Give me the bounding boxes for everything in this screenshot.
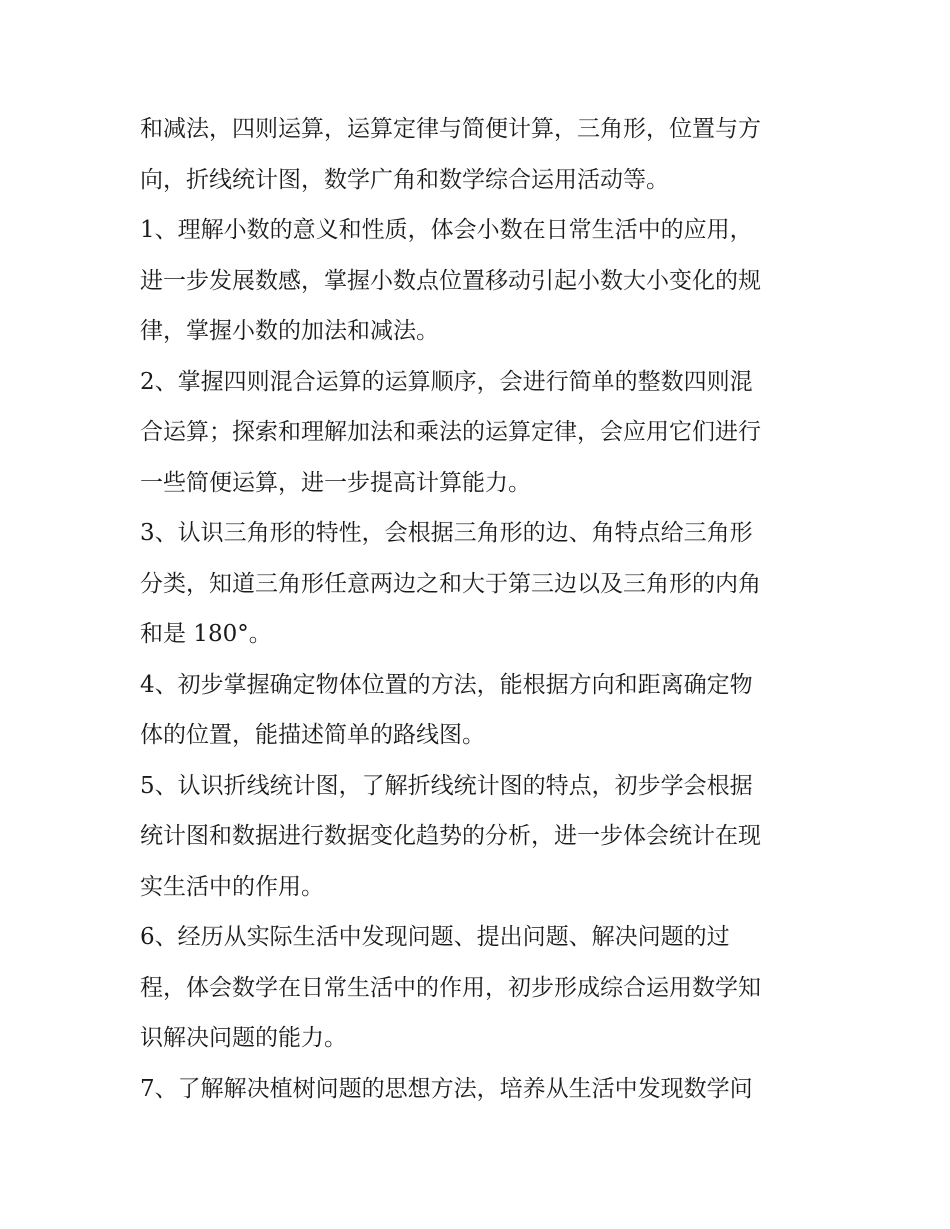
document-body bbox=[140, 104, 812, 1114]
text-line: 6、经历从实际生活中发现问题、提出问题、解决问题的过 bbox=[140, 924, 730, 950]
text-line: 进一步发展数感，掌握小数点位置移动引起小数大小变化的规 bbox=[140, 267, 761, 294]
text-line: 识解决问题的能力。 bbox=[140, 1025, 347, 1051]
text-line: 统计图和数据进行数据变化趋势的分析，进一步体会统计在现 bbox=[140, 823, 761, 849]
text-line: 3、认识三角形的特性，会根据三角形的边、角特点给三角形 bbox=[140, 520, 753, 546]
text-line: 7、了解解决植树问题的思想方法，培养从生活中发现数学问 bbox=[140, 1075, 753, 1102]
text-line: 和是 180°。 bbox=[140, 621, 272, 647]
text-line: 实生活中的作用。 bbox=[140, 873, 324, 900]
text-line: 4、初步掌握确定物体位置的方法，能根据方向和距离确定物 bbox=[140, 671, 753, 698]
text-line: 分类，知道三角形任意两边之和大于第三边以及三角形的内角 bbox=[140, 570, 761, 597]
text-line: 向，折线统计图，数学广角和数学综合运用活动等。 bbox=[140, 166, 669, 193]
text-line: 5、认识折线统计图，了解折线统计图的特点，初步学会根据 bbox=[140, 772, 753, 799]
text-line: 2、掌握四则混合运算的运算顺序，会进行简单的整数四则混 bbox=[140, 368, 753, 395]
text-line: 和减法，四则运算，运算定律与简便计算，三角形，位置与方 bbox=[140, 116, 761, 142]
text-line: 律，掌握小数的加法和减法。 bbox=[140, 318, 439, 344]
text-line: 1、理解小数的意义和性质，体会小数在日常生活中的应用， bbox=[140, 217, 753, 243]
text-line: 程，体会数学在日常生活中的作用，初步形成综合运用数学知 bbox=[140, 974, 761, 1001]
text-line: 合运算；探索和理解加法和乘法的运算定律，会应用它们进行 bbox=[140, 419, 761, 445]
text-line: 一些简便运算，进一步提高计算能力。 bbox=[140, 469, 531, 496]
text-line: 体的位置，能描述简单的路线图。 bbox=[140, 722, 485, 748]
